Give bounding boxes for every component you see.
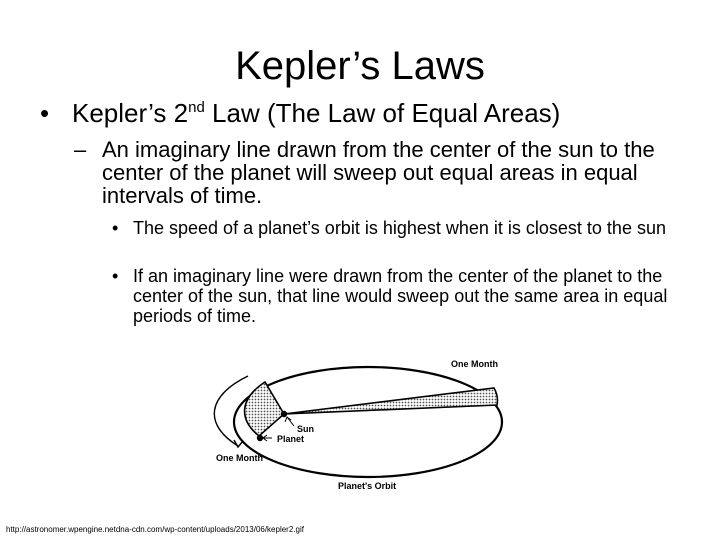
sun-marker bbox=[281, 411, 287, 417]
bullet-icon: • bbox=[40, 98, 50, 128]
image-credit-url: http://astronomer.wpengine.netdna-cdn.com/wp-content/uploads/2013/06/kepler2.gif bbox=[6, 525, 304, 534]
bullet-icon: • bbox=[112, 218, 119, 238]
sun-label: Sun bbox=[297, 424, 314, 434]
level1-text-start: Kepler’s 2 bbox=[72, 98, 189, 128]
level2-text: An imaginary line drawn from the center of the sun to the center of the planet will sweep out equal areas in equal intervals of time. bbox=[102, 137, 655, 208]
direction-arrow-icon bbox=[214, 376, 248, 447]
bullet-icon: • bbox=[112, 266, 119, 286]
swept-area-near-sun bbox=[245, 382, 284, 436]
planet-label: Planet bbox=[277, 434, 305, 444]
orbit-label: Planet's Orbit bbox=[338, 481, 397, 491]
sun-pointer-arrow bbox=[285, 417, 294, 426]
level1-text bbox=[72, 96, 560, 130]
one-month-label-left: One Month bbox=[216, 453, 263, 463]
swept-area-far-side bbox=[284, 388, 497, 414]
ordinal-superscript: nd bbox=[188, 99, 205, 116]
kepler-second-law-diagram bbox=[212, 350, 522, 498]
one-month-label-top: One Month bbox=[451, 359, 498, 369]
level3-text: If an imaginary line were drawn from the center of the planet to the center of the sun, that line would sweep out the same area in equal periods of time. bbox=[133, 266, 668, 326]
level3-text: The speed of a planet’s orbit is highest when it is closest to the sun bbox=[133, 218, 666, 238]
planet-pointer-arrow bbox=[263, 435, 272, 441]
dash-icon: – bbox=[74, 137, 87, 162]
slide-title: Kepler’s Laws bbox=[235, 44, 485, 88]
level1-text-end: Law (The Law of Equal Areas) bbox=[204, 98, 561, 128]
